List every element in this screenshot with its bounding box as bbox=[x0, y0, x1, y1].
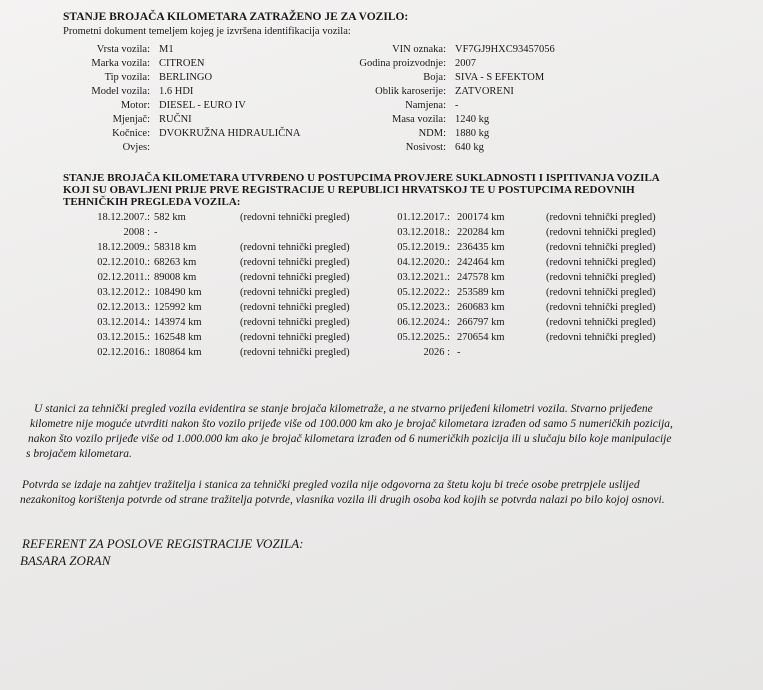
record-note: (redovni tehnički pregled) bbox=[546, 257, 656, 268]
record-km: 108490 km bbox=[154, 287, 202, 298]
record-date: 03.12.2018.: bbox=[397, 227, 450, 238]
record-date: 03.12.2015.: bbox=[97, 332, 150, 343]
vehicle-value: 1880 kg bbox=[455, 128, 490, 139]
record-note: (redovni tehnički pregled) bbox=[240, 242, 350, 253]
record-note: (redovni tehnički pregled) bbox=[546, 242, 656, 253]
record-date: 02.12.2016.: bbox=[97, 347, 150, 358]
disclaimer-line: nakon što vozilo prijeđe više od 1.000.000 km ako je brojač kilometara izrađen od 6 numeričkih pozicija ili u slučaju bilo koje manipulacije bbox=[28, 433, 672, 445]
record-km: 180864 km bbox=[154, 347, 202, 358]
record-km: 582 km bbox=[154, 212, 186, 223]
record-note: (redovni tehnički pregled) bbox=[240, 257, 350, 268]
vehicle-label: Kočnice: bbox=[112, 128, 150, 139]
record-date: 05.12.2025.: bbox=[397, 332, 450, 343]
vehicle-label: Oblik karoserije: bbox=[375, 86, 446, 97]
record-note: (redovni tehnički pregled) bbox=[546, 287, 656, 298]
document-subtitle: Prometni dokument temeljem kojeg je izvršena identifikacija vozila: bbox=[63, 26, 351, 37]
record-km: 242464 km bbox=[457, 257, 505, 268]
vehicle-label: NDM: bbox=[418, 128, 446, 139]
vehicle-value: RUČNI bbox=[159, 114, 192, 125]
record-note: (redovni tehnički pregled) bbox=[240, 302, 350, 313]
record-note: (redovni tehnički pregled) bbox=[240, 287, 350, 298]
vehicle-label: Vrsta vozila: bbox=[96, 44, 150, 55]
section-heading-line: STANJE BROJAČA KILOMETARA UTVRĐENO U POSTUPCIMA PROVJERE SUKLADNOSTI I ISPITIVANJA VOZILA bbox=[63, 172, 660, 184]
vehicle-label: Namjena: bbox=[405, 100, 446, 111]
record-km: 200174 km bbox=[457, 212, 505, 223]
record-km: 125992 km bbox=[154, 302, 202, 313]
record-note: (redovni tehnički pregled) bbox=[546, 317, 656, 328]
vehicle-label: Nosivost: bbox=[405, 142, 446, 153]
record-date: 05.12.2023.: bbox=[397, 302, 450, 313]
record-km: 68263 km bbox=[154, 257, 197, 268]
vehicle-value: - bbox=[455, 100, 459, 111]
signature-role: REFERENT ZA POSLOVE REGISTRACIJE VOZILA: bbox=[22, 536, 304, 551]
vehicle-value: 1.6 HDI bbox=[159, 86, 194, 97]
record-date: 18.12.2009.: bbox=[97, 242, 150, 253]
record-date: 05.12.2022.: bbox=[397, 287, 450, 298]
section-heading-line: KOJI SU OBAVLJENI PRIJE PRVE REGISTRACIJE U REPUBLICI HRVATSKOJ TE U POSTUPCIMA REDOVNIH bbox=[63, 184, 635, 196]
record-date: 06.12.2024.: bbox=[397, 317, 450, 328]
vehicle-value: M1 bbox=[159, 44, 174, 55]
record-km: 266797 km bbox=[457, 317, 505, 328]
record-km: 143974 km bbox=[154, 317, 202, 328]
record-km: 260683 km bbox=[457, 302, 505, 313]
disclaimer-line: kilometre nije moguće utvrditi nakon što vozilo prijeđe više od 100.000 km ako je brojač kilometara izrađen od samo 5 numeričkih pozicija, bbox=[30, 418, 673, 430]
vehicle-label: Godina proizvodnje: bbox=[359, 58, 446, 69]
vehicle-label: Motor: bbox=[120, 100, 150, 111]
record-note: (redovni tehnički pregled) bbox=[240, 272, 350, 283]
vehicle-value: ZATVORENI bbox=[455, 86, 514, 97]
record-date: 03.12.2012.: bbox=[97, 287, 150, 298]
vehicle-label: Marka vozila: bbox=[91, 58, 150, 69]
vehicle-value: VF7GJ9HXC93457056 bbox=[455, 44, 555, 55]
vehicle-value: 2007 bbox=[455, 58, 476, 69]
record-km: 58318 km bbox=[154, 242, 197, 253]
vehicle-label: Mjenjač: bbox=[112, 114, 150, 125]
document-title: STANJE BROJAČA KILOMETARA ZATRAŽENO JE ZA VOZILO: bbox=[63, 11, 409, 23]
record-date: 02.12.2010.: bbox=[97, 257, 150, 268]
disclaimer-line: s brojačem kilometara. bbox=[26, 448, 132, 460]
record-note: (redovni tehnički pregled) bbox=[546, 302, 656, 313]
record-date: 02.12.2011.: bbox=[97, 272, 150, 283]
record-km: 236435 km bbox=[457, 242, 505, 253]
record-km: - bbox=[457, 347, 461, 358]
liability-line: Potvrda se izdaje na zahtjev tražitelja i stanica za tehnički pregled vozila nije odgovorna za štetu koju bi treće osobe pretrpjele uslijed bbox=[22, 479, 640, 491]
vehicle-value: BERLINGO bbox=[159, 72, 213, 83]
vehicle-label: Tip vozila: bbox=[104, 72, 150, 83]
record-date: 03.12.2021.: bbox=[397, 272, 450, 283]
record-note: (redovni tehnički pregled) bbox=[546, 227, 656, 238]
record-date: 03.12.2014.: bbox=[97, 317, 150, 328]
liability-line: nezakonitog korištenja potvrde od strane tražitelja potvrde, vlasnika vozila ili drugih osoba kod kojih se potvrda nalazi po bilo kojoj osnovi. bbox=[20, 494, 665, 506]
record-date: 2008 : bbox=[123, 227, 150, 238]
record-km: 270654 km bbox=[457, 332, 505, 343]
record-km: 247578 km bbox=[457, 272, 505, 283]
vehicle-value: DIESEL - EURO IV bbox=[159, 100, 246, 111]
vehicle-label: Masa vozila: bbox=[392, 114, 446, 125]
record-km: 89008 km bbox=[154, 272, 197, 283]
record-date: 18.12.2007.: bbox=[97, 212, 150, 223]
vehicle-value: 640 kg bbox=[455, 142, 484, 153]
record-note: (redovni tehnički pregled) bbox=[240, 332, 350, 343]
signature-name: BASARA ZORAN bbox=[20, 553, 111, 568]
record-date: 01.12.2017.: bbox=[397, 212, 450, 223]
disclaimer-line: U stanici za tehnički pregled vozila evidentira se stanje brojača kilometraže, a ne stvarno prijeđeni kilometri vozila. Stvarno prijeđene bbox=[34, 403, 653, 415]
vehicle-label: Ovjes: bbox=[122, 142, 150, 153]
section-heading-line: TEHNIČKIH PREGLEDA VOZILA: bbox=[63, 196, 241, 208]
record-km: 220284 km bbox=[457, 227, 505, 238]
record-km: 253589 km bbox=[457, 287, 505, 298]
vehicle-label: Boja: bbox=[423, 72, 446, 83]
record-note: (redovni tehnički pregled) bbox=[546, 272, 656, 283]
record-km: 162548 km bbox=[154, 332, 202, 343]
record-note: (redovni tehnički pregled) bbox=[240, 347, 350, 358]
record-note: (redovni tehnički pregled) bbox=[240, 317, 350, 328]
vehicle-value: 1240 kg bbox=[455, 114, 490, 125]
vehicle-value: SIVA - S EFEKTOM bbox=[455, 72, 545, 83]
record-date: 05.12.2019.: bbox=[397, 242, 450, 253]
vehicle-value: DVOKRUŽNA HIDRAULIČNA bbox=[159, 128, 301, 139]
vehicle-label: VIN oznaka: bbox=[392, 44, 446, 55]
record-note: (redovni tehnički pregled) bbox=[546, 212, 656, 223]
record-date: 02.12.2013.: bbox=[97, 302, 150, 313]
record-date: 04.12.2020.: bbox=[397, 257, 450, 268]
record-note: (redovni tehnički pregled) bbox=[546, 332, 656, 343]
vehicle-label: Model vozila: bbox=[91, 86, 150, 97]
record-km: - bbox=[154, 227, 158, 238]
record-date: 2026 : bbox=[423, 347, 450, 358]
vehicle-value: CITROEN bbox=[159, 58, 205, 69]
record-note: (redovni tehnički pregled) bbox=[240, 212, 350, 223]
